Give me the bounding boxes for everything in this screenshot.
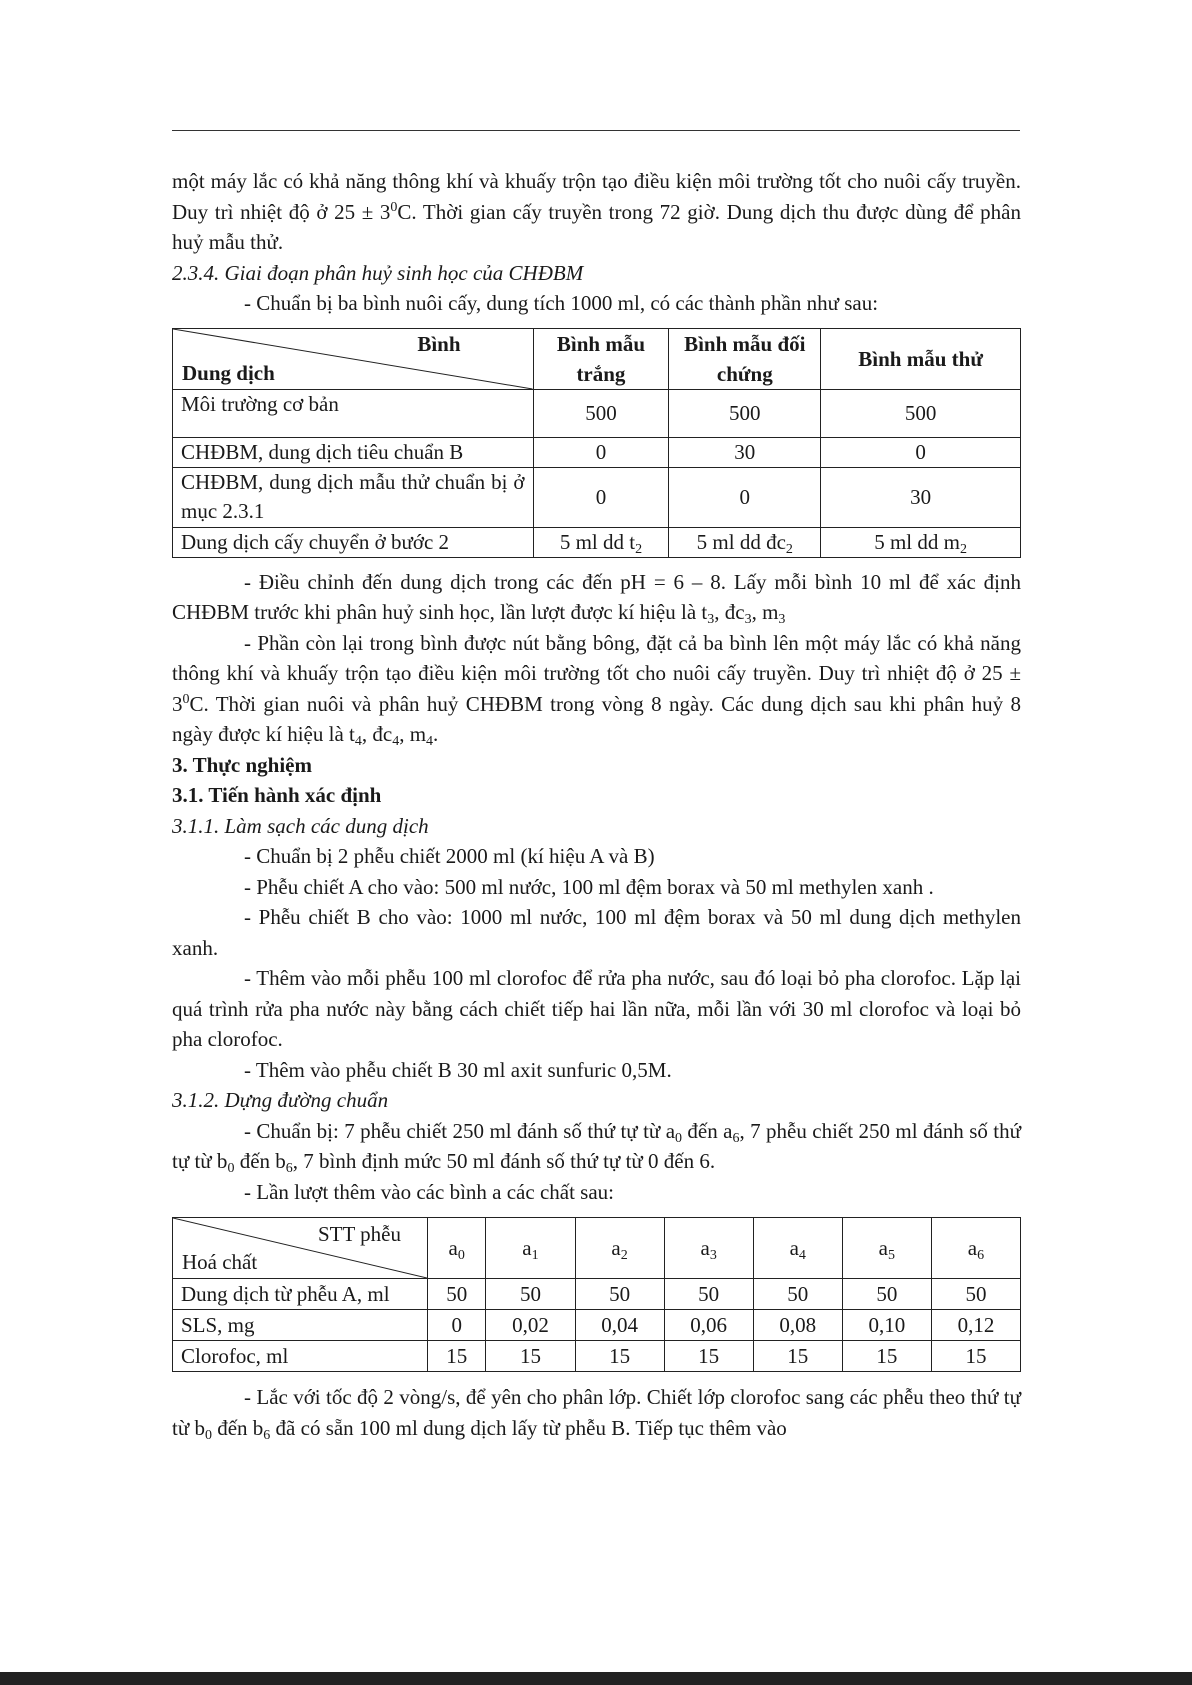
column-header: $a_5$ <box>842 1218 931 1279</box>
table-cell: 0 <box>533 437 669 467</box>
paragraph-prepare-bottles: - Chuẩn bị ba bình nuôi cấy, dung tích 1000 ml, có các thành phần như sau: <box>244 291 879 315</box>
table-cell: 50 <box>486 1279 575 1310</box>
table-cell: 0,12 <box>931 1310 1020 1341</box>
table-cell: 50 <box>842 1279 931 1310</box>
table-cell: 15 <box>664 1341 753 1372</box>
table-cell: 500 <box>821 389 1021 437</box>
table-cell: 0 <box>428 1310 486 1341</box>
table-cell: 15 <box>842 1341 931 1372</box>
corner-column-label: STT phễu <box>317 1222 401 1246</box>
table-cell: 15 <box>575 1341 664 1372</box>
corner-row-label: Hoá chất <box>182 1250 258 1274</box>
table-row <box>173 389 1021 437</box>
row-label: Dung dịch cấy chuyển ở bước 2 <box>173 527 534 557</box>
column-header: $a_4$ <box>753 1218 842 1279</box>
paragraph-acid: - Thêm vào phễu chiết B 30 ml axit sunfuric 0,5M. <box>244 1057 672 1082</box>
paragraph-wash: - Thêm vào mỗi phễu 100 ml clorofoc để rửa pha nước, sau đó loại bỏ pha clorofoc. Lặp lại quá trình rửa pha nước này bằng cách chiết tiếp hai lần nữa, mỗi lần với 30 ml clorofoc và loại bỏ pha clorofoc. <box>172 966 1021 1051</box>
paragraph-shake: - Lắc với tốc độ 2 vòng/s, để yên cho phân lớp. Chiết lớp clorofoc sang các phễu theo thứ tự từ $b_0$ đến $b_6$ đã có sẵn 100 ml dung dịch lấy từ phễu B. Tiếp tục thêm vào <box>172 1385 1021 1443</box>
table-row <box>173 1310 1021 1341</box>
table-cell: 0,08 <box>753 1310 842 1341</box>
row-label: CHĐBM, dung dịch mẫu thử chuẩn bị ở mục 2.3.1 <box>173 467 534 527</box>
table-cell: 50 <box>428 1279 486 1310</box>
header-rule <box>172 130 1020 131</box>
corner-column-label: Bình <box>417 331 461 356</box>
table-header-row <box>173 1218 1021 1279</box>
table-cell: 5 ml dd $m_2$ <box>821 527 1021 557</box>
paragraph-remaining: - Phần còn lại trong bình được nút bằng bông, đặt cả ba bình lên một máy lắc có khả năng thông khí và khuấy trộn tạo điều kiện môi trường tốt cho nuôi cấy truyền. Duy trì nhiệt độ ở $25 \pm 3^0C$. Thời gian nuôi và phân huỷ CHĐBM trong vòng 8 ngày. Các dung dịch sau khi phân huỷ 8 ngày được kí hiệu là $t_4$, $đc_4$, $m_4$. <box>172 630 1021 749</box>
table-cell: 30 <box>669 437 821 467</box>
heading-2-3-4: 2.3.4. Giai đoạn phân huỷ sinh học của CHĐBM <box>172 260 584 285</box>
heading-3-1-1: 3.1.1. Làm sạch các dung dịch <box>172 813 429 838</box>
table-cell: 50 <box>575 1279 664 1310</box>
paragraph-culture-cont: một máy lắc có khả năng thông khí và khuấy trộn tạo điều kiện môi trường tốt cho nuôi cấy truyền. Duy trì nhiệt độ ở $25 \pm 3^0C$. Thời gian cấy truyền trong 72 giờ. Dung dịch thu được dùng để phân huỷ mẫu thử. <box>172 169 1021 254</box>
table-cell: 500 <box>669 389 821 437</box>
table-cell: 5 ml dd $đc_2$ <box>669 527 821 557</box>
column-header: $a_6$ <box>931 1218 1020 1279</box>
table-cell: 0,02 <box>486 1310 575 1341</box>
table-cell: 5 ml dd $t_2$ <box>533 527 669 557</box>
row-label: SLS, mg <box>173 1310 428 1341</box>
table-cell: 50 <box>753 1279 842 1310</box>
column-header: Bình mẫu thử <box>821 328 1021 389</box>
table-row <box>173 437 1021 467</box>
heading-3-1: 3.1. Tiến hành xác định <box>172 783 382 807</box>
table-cell: 0 <box>821 437 1021 467</box>
table-cell: 15 <box>753 1341 842 1372</box>
row-label: Clorofoc, ml <box>173 1341 428 1372</box>
table-cell: 0,06 <box>664 1310 753 1341</box>
document-body <box>172 166 1021 1443</box>
paragraph-add-chemicals: - Lần lượt thêm vào các bình a các chất sau: <box>244 1179 614 1204</box>
standard-curve-table <box>172 1217 1021 1372</box>
column-header: $a_2$ <box>575 1218 664 1279</box>
row-label: CHĐBM, dung dịch tiêu chuẩn B <box>173 437 534 467</box>
heading-3-1-2: 3.1.2. Dựng đường chuẩn <box>172 1088 389 1112</box>
culture-composition-table <box>172 328 1021 558</box>
table-cell: 0 <box>533 467 669 527</box>
table-cell: 15 <box>428 1341 486 1372</box>
table-cell: 0 <box>669 467 821 527</box>
table-cell: 0,10 <box>842 1310 931 1341</box>
table-cell: 50 <box>931 1279 1020 1310</box>
heading-3: 3. Thực nghiệm <box>172 752 312 777</box>
column-header: $a_1$ <box>486 1218 575 1279</box>
page-bottom-bar <box>0 1672 1192 1685</box>
paragraph-funnel-b: - Phễu chiết B cho vào: 1000 ml nước, 100 ml đệm borax và 50 ml dung dịch methylen xanh. <box>172 905 1021 960</box>
corner-row-label: Dung dịch <box>182 360 275 385</box>
table-corner-cell <box>173 328 534 389</box>
table-corner-cell <box>173 1218 428 1279</box>
table-cell: 15 <box>486 1341 575 1372</box>
column-header: $a_0$ <box>428 1218 486 1279</box>
table-header-row <box>173 328 1021 389</box>
table-row <box>173 1341 1021 1372</box>
paragraph-prepare-funnels: - Chuẩn bị 2 phễu chiết 2000 ml (kí hiệu A và B) <box>244 844 655 868</box>
paragraph-prepare-standards: - Chuẩn bị: 7 phễu chiết 250 ml đánh số thứ tự từ $a_0$ đến $a_6$, 7 phễu chiết 250 ml đánh số thứ tự từ $b_0$ đến $b_6$, 7 bình định mức 50 ml đánh số thứ tự từ 0 đến 6. <box>172 1118 1021 1176</box>
row-label: Môi trường cơ bản <box>173 389 534 437</box>
table-row <box>173 1279 1021 1310</box>
row-label: Dung dịch từ phễu A, ml <box>173 1279 428 1310</box>
column-header: $a_3$ <box>664 1218 753 1279</box>
column-header: Bình mẫu đối chứng <box>669 328 821 389</box>
paragraph-adjust-ph: - Điều chỉnh đến dung dịch trong các đến pH = 6 – 8. Lấy mỗi bình 10 ml để xác định CHĐBM trước khi phân huỷ sinh học, lần lượt được kí hiệu là $t_3$, $đc_3$, $m_3$ <box>172 569 1021 627</box>
table-cell: 15 <box>931 1341 1020 1372</box>
paragraph-funnel-a: - Phễu chiết A cho vào: 500 ml nước, 100 ml đệm borax và 50 ml methylen xanh . <box>244 874 934 899</box>
column-header: Bình mẫu trắng <box>533 328 669 389</box>
table-cell: 500 <box>533 389 669 437</box>
table-row <box>173 527 1021 557</box>
table-row <box>173 467 1021 527</box>
table-cell: 50 <box>664 1279 753 1310</box>
table-cell: 0,04 <box>575 1310 664 1341</box>
table-cell: 30 <box>821 467 1021 527</box>
